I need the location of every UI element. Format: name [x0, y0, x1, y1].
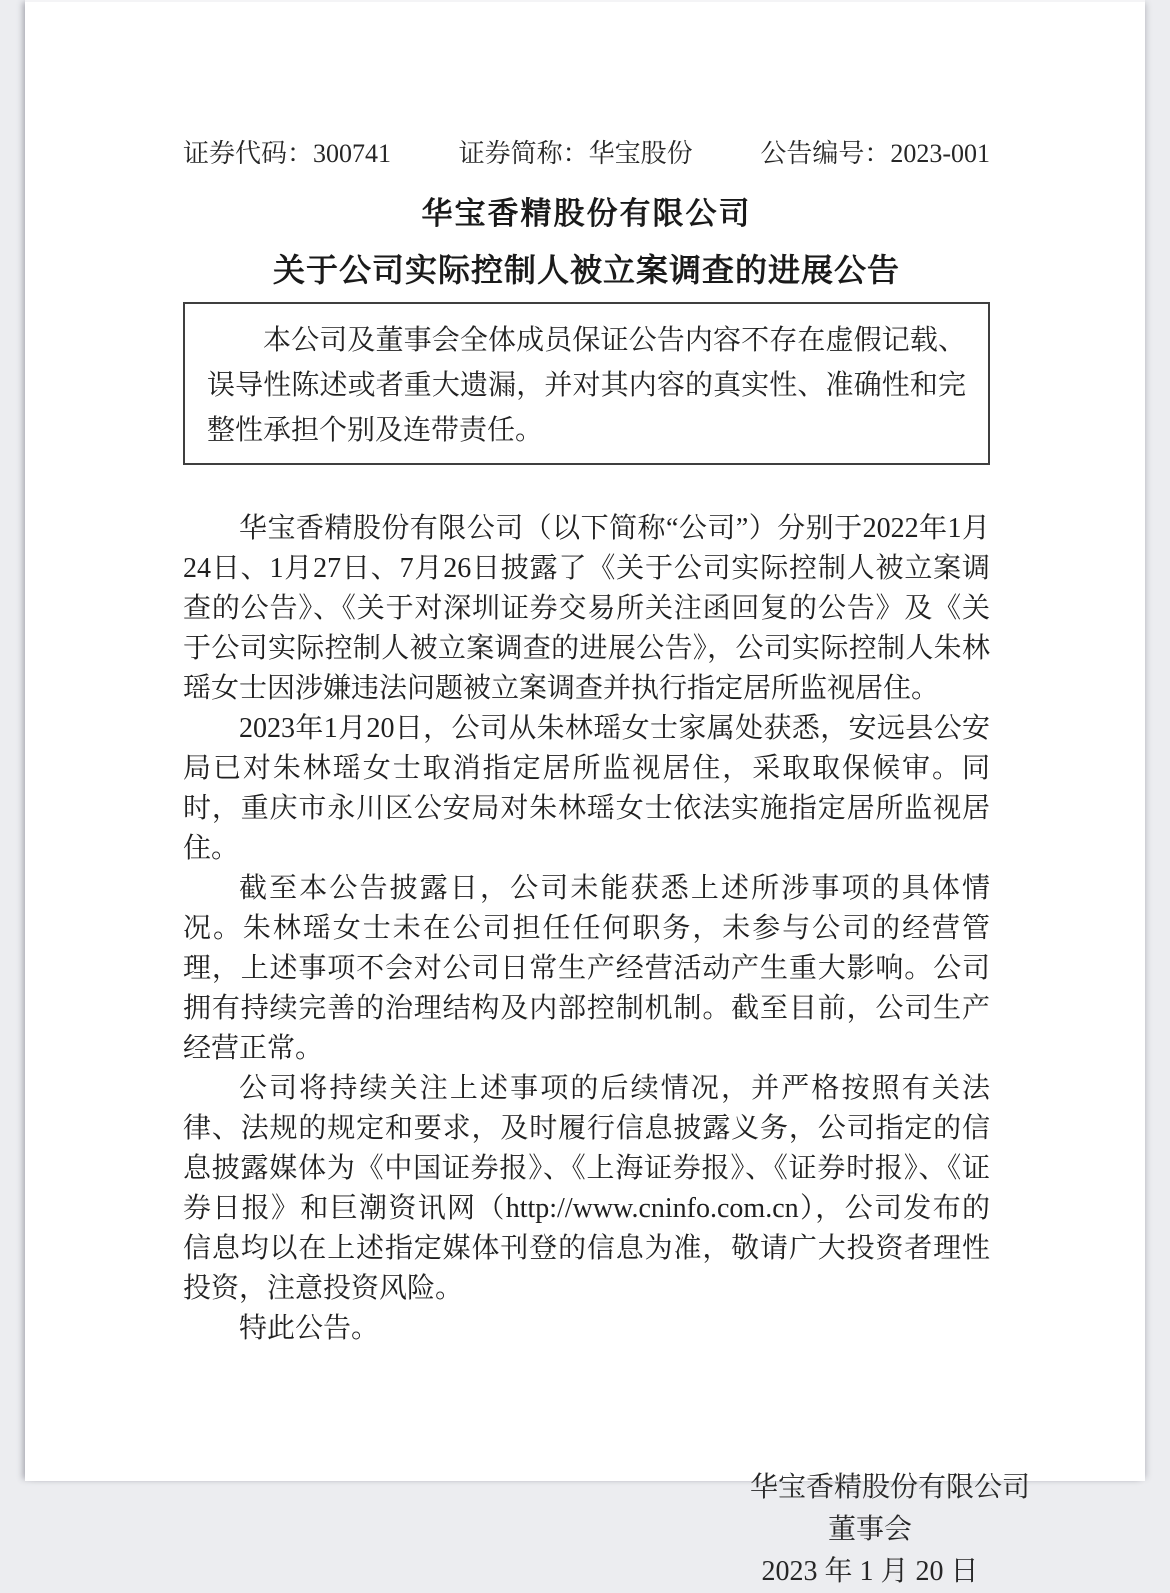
announcement-body [183, 509, 990, 1349]
stock-name: 证券简称：华宝股份 [458, 139, 693, 168]
signature-board: 董事会 [827, 1514, 912, 1545]
closing-statement: 特此公告。 [239, 1313, 380, 1344]
document-page [25, 0, 1145, 1587]
signature-date: 2023 年 1 月 20 日 [761, 1556, 979, 1587]
signature-company: 华宝香精股份有限公司 [750, 1472, 1031, 1503]
signature-block [750, 1467, 1031, 1593]
company-title: 华宝香精股份有限公司 [421, 196, 752, 231]
announcement-header-row [183, 140, 990, 168]
announcement-number: 公告编号：2023-001 [760, 139, 990, 168]
body-paragraph: 2023年1月20日，公司从朱林瑶女士家属处获悉，安远县公安局已对朱林瑶女士取消指定居所监视居住，采取取保候审。同时，重庆市永川区公安局对朱林瑶女士依法实施指定居所监视居住。 [183, 713, 990, 864]
stock-code: 证券代码：300741 [183, 139, 392, 168]
document-content [25, 2, 1145, 1593]
body-paragraph: 华宝香精股份有限公司（以下简称“公司”）分别于2022年1月24日、1月27日、7月26日披露了《关于公司实际控制人被立案调查的公告》、《关于对深圳证券交易所关注函回复的公告》及《关于公司实际控制人被立案调查的进展公告》，公司实际控制人朱林瑶女士因涉嫌违法问题被立案调查并执行指定居所监视居住。 [183, 513, 990, 704]
body-paragraph: 截至本公告披露日，公司未能获悉上述所涉事项的具体情况。朱林瑶女士未在公司担任任何职务，未参与公司的经营管理，上述事项不会对公司日常生产经营活动产生重大影响。公司拥有持续完善的治理结构及内部控制机制。截至目前，公司生产经营正常。 [183, 873, 990, 1064]
body-paragraph: 公司将持续关注上述事项的后续情况，并严格按照有关法律、法规的规定和要求，及时履行信息披露义务，公司指定的信息披露媒体为《中国证券报》、《上海证券报》、《证券时报》、《证券日报》和巨潮资讯网（http://www.cninfo.com.cn），公司发布的信息均以在上述指定媒体刊登的信息为准，敬请广大投资者理性投资，注意投资风险。 [183, 1073, 990, 1304]
disclaimer-text: 本公司及董事会全体成员保证公告内容不存在虚假记载、误导性陈述或者重大遗漏，并对其内容的真实性、准确性和完整性承担个别及连带责任。 [207, 325, 966, 446]
disclaimer-box [183, 302, 990, 465]
announcement-subject-title: 关于公司实际控制人被立案调查的进展公告 [272, 252, 900, 288]
